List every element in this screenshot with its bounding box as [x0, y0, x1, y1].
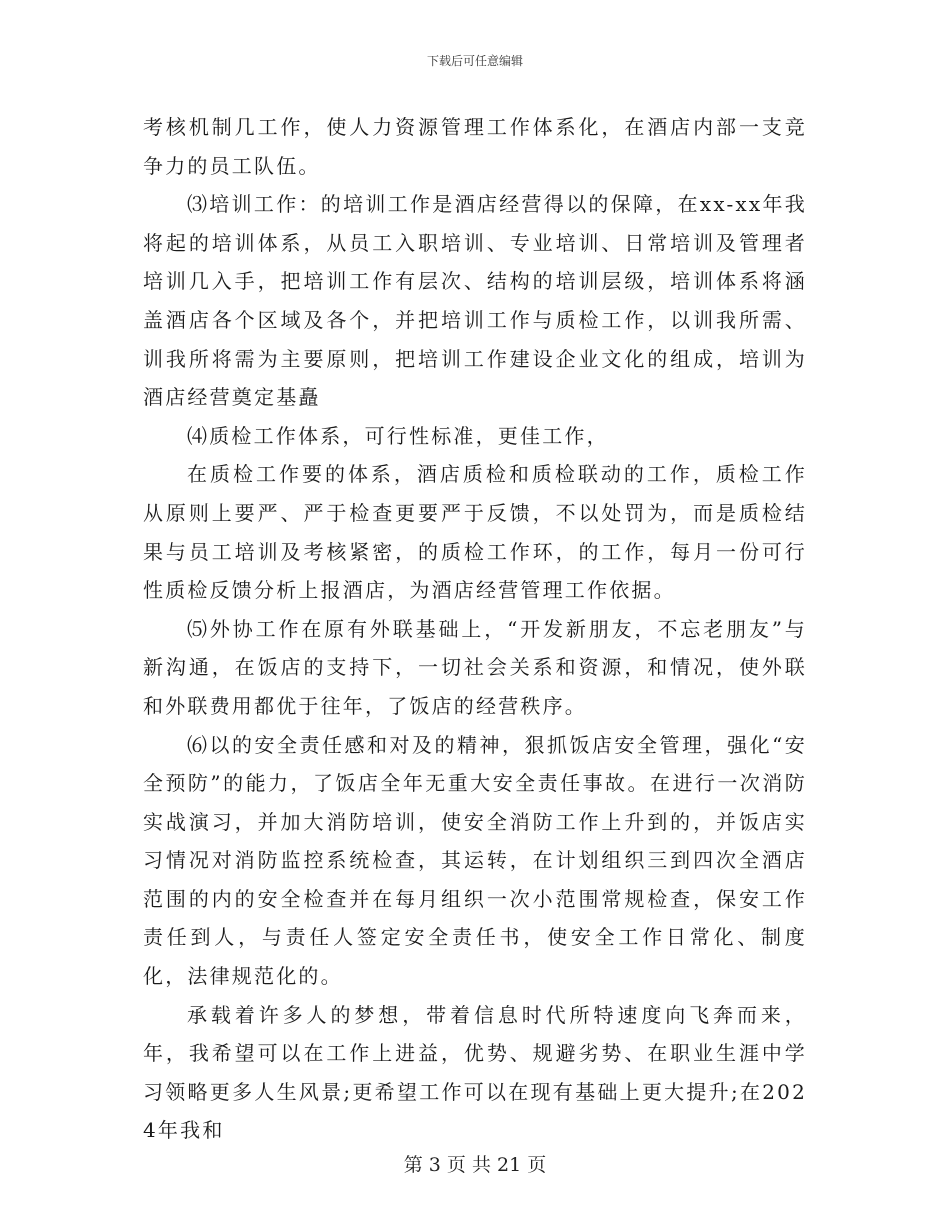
paragraph-quality-body: 在质检工作要的体系，酒店质检和质检联动的工作，质检工作从原则上要严、严于检查更要严于反馈，不以处罚为，而是质检结果与员工培训及考核紧密，的质检工作环，的工作，每月一份可行性质检反馈分析上报酒店，为酒店经营管理工作依据。 — [143, 462, 807, 603]
page-header-note: 下载后可任意编辑 — [426, 54, 523, 68]
paragraph-training: ⑶培训工作：的培训工作是酒店经营得以的保障，在xx-xx年我将起的培训体系，从员工入职培训、专业培训、日常培训及管理者培训几入手，把培训工作有层次、结构的培训层级，培训体系将涵盖酒店各个区域及各个，并把培训工作与质检工作，以训我所需、训我所将需为主要原则，把培训工作建设企业文化的组成，培训为酒店经营奠定基矗 — [143, 192, 807, 410]
paragraph-quality-heading: ⑷质检工作体系，可行性标准，更佳工作， — [187, 423, 609, 448]
paragraph-external: ⑸外协工作在原有外联基础上，“开发新朋友，不忘老朋友”与新沟通，在饭店的支持下，一切社会关系和资源，和情况，使外联和外联费用都优于往年，了饭店的经营秩序。 — [143, 616, 807, 718]
page-number: 第 3 页 共 21 页 — [403, 1154, 547, 1176]
document-body — [143, 108, 807, 1150]
paragraph-safety: ⑹以的安全责任感和对及的精神，狠抓饭店安全管理，强化“安全预防”的能力，了饭店全年无重大安全责任事故。在进行一次消防实战演习，并加大消防培训，使安全消防工作上升到的，并饭店实习情况对消防监控系统检查，其运转，在计划组织三到四次全酒店范围的内的安全检查并在每月组织一次小范围常规检查，保安工作责任到人，与责任人签定安全责任书，使安全工作日常化、制度化，法律规范化的。 — [143, 732, 807, 989]
paragraph-1: 考核机制几工作，使人力资源管理工作体系化，在酒店内部一支竞争力的员工队伍。 — [143, 115, 807, 178]
paragraph-outlook: 承载着许多人的梦想，带着信息时代所特速度向飞奔而来，年，我希望可以在工作上进益，优势、规避劣势、在职业生涯中学习领略更多人生风景;更希望工作可以在现有基础上更大提升;在2024年我和 — [143, 1002, 807, 1143]
